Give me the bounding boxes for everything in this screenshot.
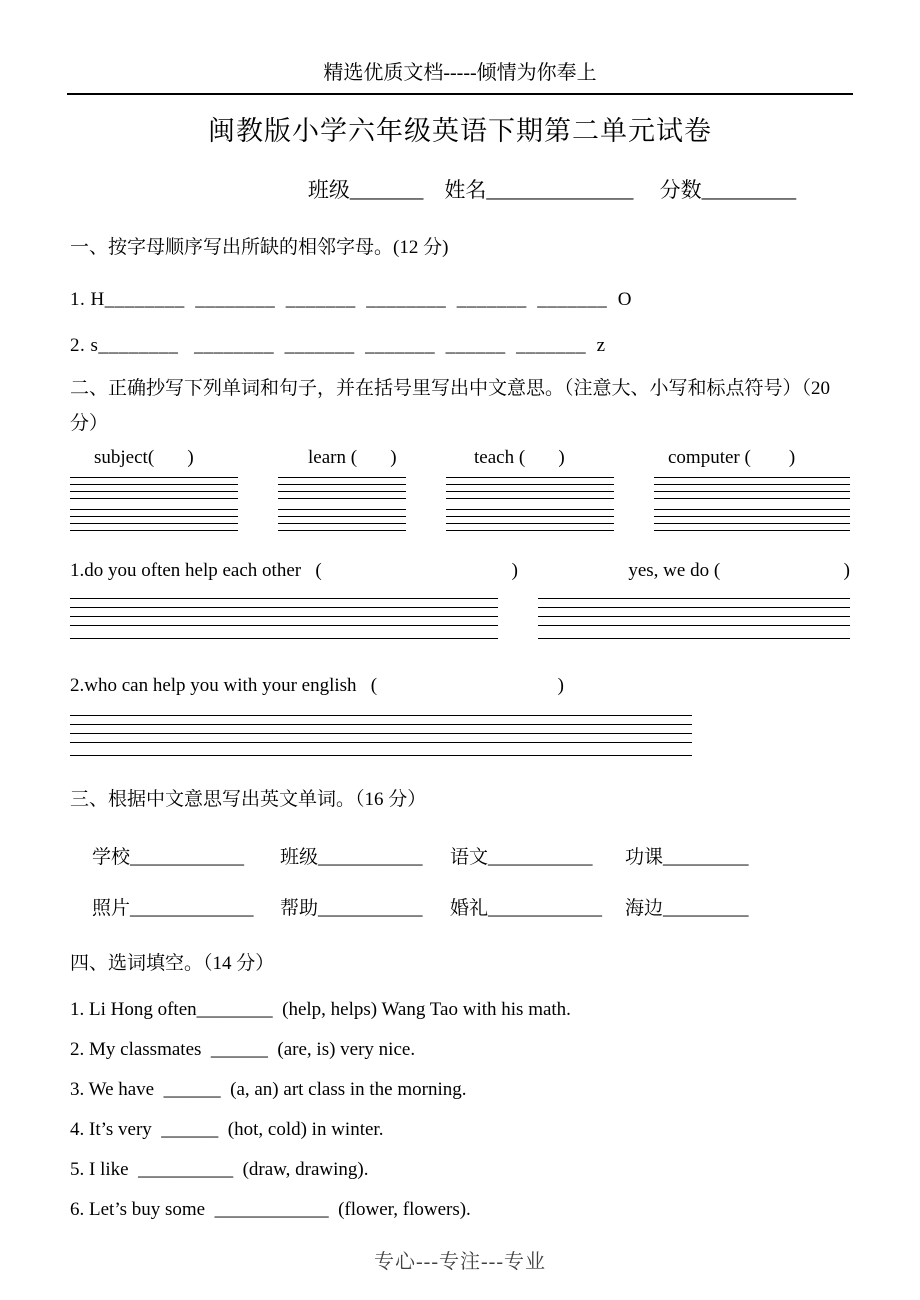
section1-answer-line-1: 1. H________ ________ _______ ________ _______ _______ O [70, 289, 632, 311]
page-title: 闽教版小学六年级英语下期第二单元试卷 [208, 116, 712, 146]
choice-item-6: 6. Let’s buy some ____________ (flower, flowers). [70, 1198, 471, 1220]
choice-item-3: 3. We have ______ (a, an) art class in the morning. [70, 1078, 467, 1100]
cn-blank-help: 帮助___________ [280, 897, 423, 919]
handwriting-lines-learn [278, 477, 406, 532]
sentence1-answer-text: yes, we do ( ) [628, 560, 850, 582]
sentence1-handwriting-row [70, 598, 850, 639]
handwriting-lines-sentence1-right [538, 598, 850, 639]
translation-row-1 [70, 842, 850, 869]
word-label-computer: computer ( ) [668, 447, 796, 469]
cn-blank-lesson: 功课_________ [625, 846, 749, 868]
sentence1-text: 1.do you often help each other ( ) [70, 560, 518, 582]
handwriting-lines-computer [654, 477, 850, 532]
section1-answer-line-2: 2. s________ ________ _______ _______ ______ _______ z [70, 335, 606, 357]
choice-item-1: 1. Li Hong often________ (help, helps) Wang Tao with his math. [70, 998, 571, 1020]
choice-item-5: 5. I like __________ (draw, drawing). [70, 1158, 369, 1180]
handwriting-lines-sentence2 [70, 715, 692, 756]
writing-line [70, 755, 692, 756]
section1-heading: 一、按字母顺序写出所缺的相邻字母。(12 分) [70, 237, 449, 258]
writing-line [538, 638, 850, 639]
four-line-grid [446, 477, 614, 500]
four-line-grid [278, 477, 406, 500]
four-line-grid [70, 598, 498, 626]
cn-blank-seaside: 海边_________ [625, 897, 749, 919]
four-line-grid [70, 715, 692, 743]
choice-item-2: 2. My classmates ______ (are, is) very nice. [70, 1038, 416, 1060]
section3-heading: 三、根据中文意思写出英文单词。（16 分） [70, 789, 427, 811]
document-body [0, 230, 920, 1221]
translation-row-2 [70, 893, 850, 920]
four-line-grid [538, 598, 850, 626]
four-line-grid [654, 509, 850, 532]
four-line-grid [446, 509, 614, 532]
word-label-learn: learn ( ) [308, 447, 397, 469]
word-label-teach: teach ( ) [474, 447, 565, 469]
choice-item-4: 4. It’s very ______ (hot, cold) in winter. [70, 1118, 384, 1140]
word-label-subject: subject( ) [94, 447, 194, 469]
four-line-grid [70, 477, 238, 500]
sentence2-text: 2.who can help you with your english ( ) [70, 675, 564, 697]
word-handwriting-grid-row [70, 477, 850, 532]
header-divider [67, 93, 853, 95]
cn-blank-photo: 照片_____________ [92, 897, 254, 919]
copy-words-row [70, 447, 850, 469]
handwriting-lines-sentence1-left [70, 598, 498, 639]
header-text: 精选优质文档-----倾情为你奉上 [323, 62, 597, 84]
handwriting-lines-subject [70, 477, 238, 532]
four-line-grid [654, 477, 850, 500]
four-line-grid [278, 509, 406, 532]
section4-heading: 四、选词填空。（14 分） [70, 952, 275, 974]
cn-blank-school: 学校____________ [92, 846, 245, 868]
footer-text: 专心---专注---专业 [374, 1250, 546, 1273]
cn-blank-wedding: 婚礼____________ [450, 897, 603, 919]
cn-blank-class: 班级___________ [280, 846, 423, 868]
writing-line [70, 638, 498, 639]
handwriting-lines-teach [446, 477, 614, 532]
cn-blank-chinese: 语文___________ [450, 846, 593, 868]
student-info-line: 班级_______ 姓名______________ 分数_________ [307, 178, 797, 202]
section2-heading: 二、正确抄写下列单词和句子，并在括号里写出中文意思。（注意大、小写和标点符号）（20 分） [70, 378, 835, 435]
sentence1-row [70, 560, 850, 582]
four-line-grid [70, 509, 238, 532]
